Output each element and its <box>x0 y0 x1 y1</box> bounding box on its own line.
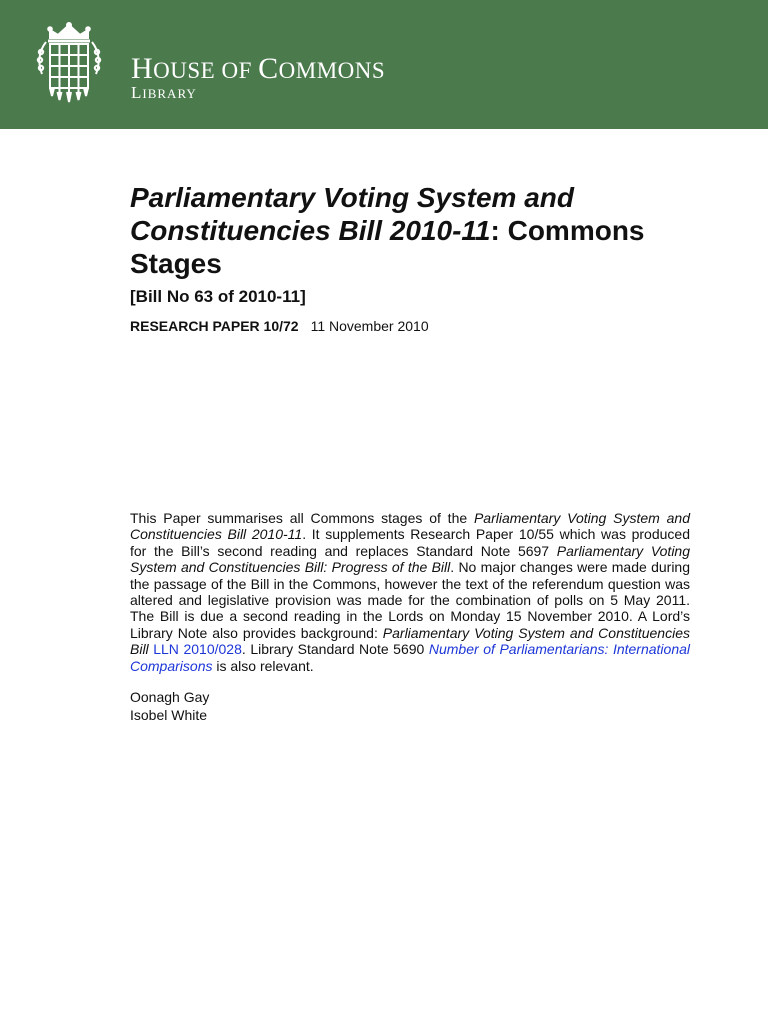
document-title-rest: : Commons Stages <box>130 215 645 279</box>
summary-text: is also relevant. <box>212 657 314 674</box>
authors <box>130 688 209 724</box>
bill-number: [Bill No 63 of 2010-11] <box>130 287 306 306</box>
header-banner <box>0 0 768 129</box>
author-name: Oonagh Gay <box>130 689 210 705</box>
paper-reference <box>130 318 429 335</box>
research-paper-label: RESEARCH PAPER 10/72 <box>130 318 299 334</box>
portcullis-icon <box>36 22 102 104</box>
lln-link[interactable]: LLN 2010/028 <box>153 641 242 658</box>
document-title-italic: Parliamentary Voting System and Constituencies Bill 2010-11 <box>130 182 574 246</box>
brand-title-part: OMMONS <box>278 58 386 83</box>
summary-text: . It supplements Research Paper 10/55 which was produced for the Bill’s second reading and replaces Standard Note 5697 <box>130 526 690 559</box>
brand-title-part: C <box>258 52 279 85</box>
summary-text: This Paper summarises all Commons stages of the <box>130 510 474 526</box>
summary-italic-text: Parliamentary Voting System and Constituencies Bill 2010-11 <box>130 510 690 543</box>
brand-subtitle-part: IBRARY <box>142 86 197 101</box>
paper-date: 11 November 2010 <box>310 318 429 334</box>
summary-paragraph <box>130 510 690 674</box>
summary-text: . Library Standard Note 5690 <box>241 641 429 658</box>
document-title <box>130 181 690 280</box>
brand-subtitle-part: L <box>131 83 143 102</box>
summary-italic-text: Parliamentary Voting System and Constituencies Bill: Progress of the Bill <box>130 542 691 576</box>
parliamentarians-link[interactable]: Number of Parliamentarians: International Comparisons <box>130 641 691 674</box>
author-name: Isobel White <box>130 707 208 723</box>
summary-text: . No major changes were made during the passage of the Bill in the Commons, however the text of the referendum question was altered and legislative provision was made for the combination of polls on 5 May 2011. The Bill is due a second reading in the Lords on Monday 15 November 2010. A Lord’s Library Note also provides background: <box>130 559 690 641</box>
brand-title <box>131 54 385 86</box>
brand-subtitle <box>131 84 197 103</box>
summary-italic-text: Parliamentary Voting System and Constituencies Bill <box>130 624 690 658</box>
brand-title-part: OUSE OF <box>153 58 259 83</box>
brand-title-part: H <box>131 52 154 85</box>
